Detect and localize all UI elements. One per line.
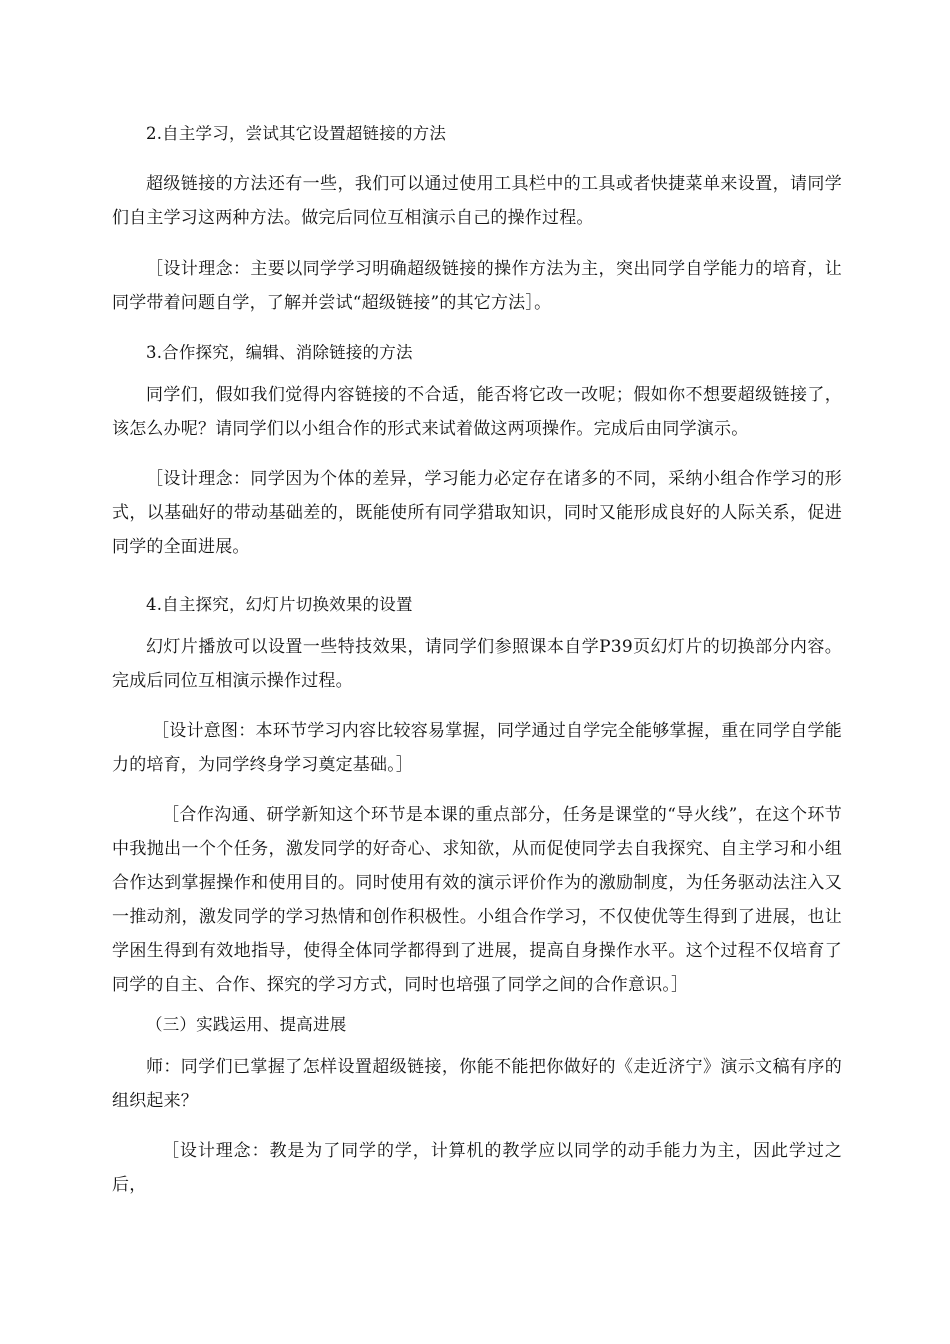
design-note-paragraph: ［设计理念：教是为了同学的学，计算机的教学应以同学的动手能力为主，因此学过之后，: [112, 1141, 842, 1195]
body-paragraph: 同学们，假如我们觉得内容链接的不合适，能否将它改一改呢；假如你不想要超级链接了，该怎么办呢？请同学们以小组合作的形式来试着做这两项操作。完成后由同学演示。: [112, 385, 842, 439]
teacher-question-paragraph: 师：同学们已掌握了怎样设置超级链接，你能不能把你做好的《走近济宁》演示文稿有序的组织起来？: [112, 1057, 842, 1111]
body-paragraph: 幻灯片播放可以设置一些特技效果，请同学们参照课本自学P39页幻灯片的切换部分内容。完成后同位互相演示操作过程。: [112, 637, 842, 691]
design-note-paragraph: ［设计理念：主要以同学学习明确超级链接的操作方法为主，突出同学自学能力的培育，让同学带着问题自学，了解并尝试“超级链接”的其它方法］。: [112, 259, 842, 313]
section-heading-3: 3.合作探究，编辑、消除链接的方法: [146, 343, 413, 362]
design-intent-paragraph: ［设计意图：本环节学习内容比较容易掌握，同学通过自学完全能够掌握，重在同学自学能力的培育，为同学终身学习奠定基础。］: [112, 721, 842, 775]
section-heading-4: 4.自主探究，幻灯片切换效果的设置: [146, 595, 413, 614]
summary-note-paragraph: ［合作沟通、研学新知这个环节是本课的重点部分，任务是课堂的“导火线”，在这个环节中我抛出一个个任务，激发同学的好奇心、求知欲，从而促使同学去自我探究、自主学习和小组合作达到掌握操作和使用目的。同时使用有效的演示评价作为的激励制度，为任务驱动法注入又一推动剂，激发同学的学习热情和创作积极性。小组合作学习，不仅使优等生得到了进展，也让学困生得到有效地指导，使得全体同学都得到了进展，提高自身操作水平。这个过程不仅培育了同学的自主、合作、探究的学习方式，同时也培强了同学之间的合作意识。］: [112, 805, 842, 995]
design-note-paragraph: ［设计理念：同学因为个体的差异，学习能力必定存在诸多的不同，采纳小组合作学习的形式，以基础好的带动基础差的，既能使所有同学猎取知识，同时又能形成良好的人际关系，促进同学的全面进展。: [112, 469, 842, 557]
section-heading-practice: （三）实践运用、提高进展: [146, 1015, 347, 1034]
body-paragraph: 超级链接的方法还有一些，我们可以通过使用工具栏中的工具或者快捷菜单来设置，请同学们自主学习这两种方法。做完后同位互相演示自己的操作过程。: [112, 174, 842, 228]
section-heading-2: 2.自主学习，尝试其它设置超链接的方法: [146, 124, 447, 143]
